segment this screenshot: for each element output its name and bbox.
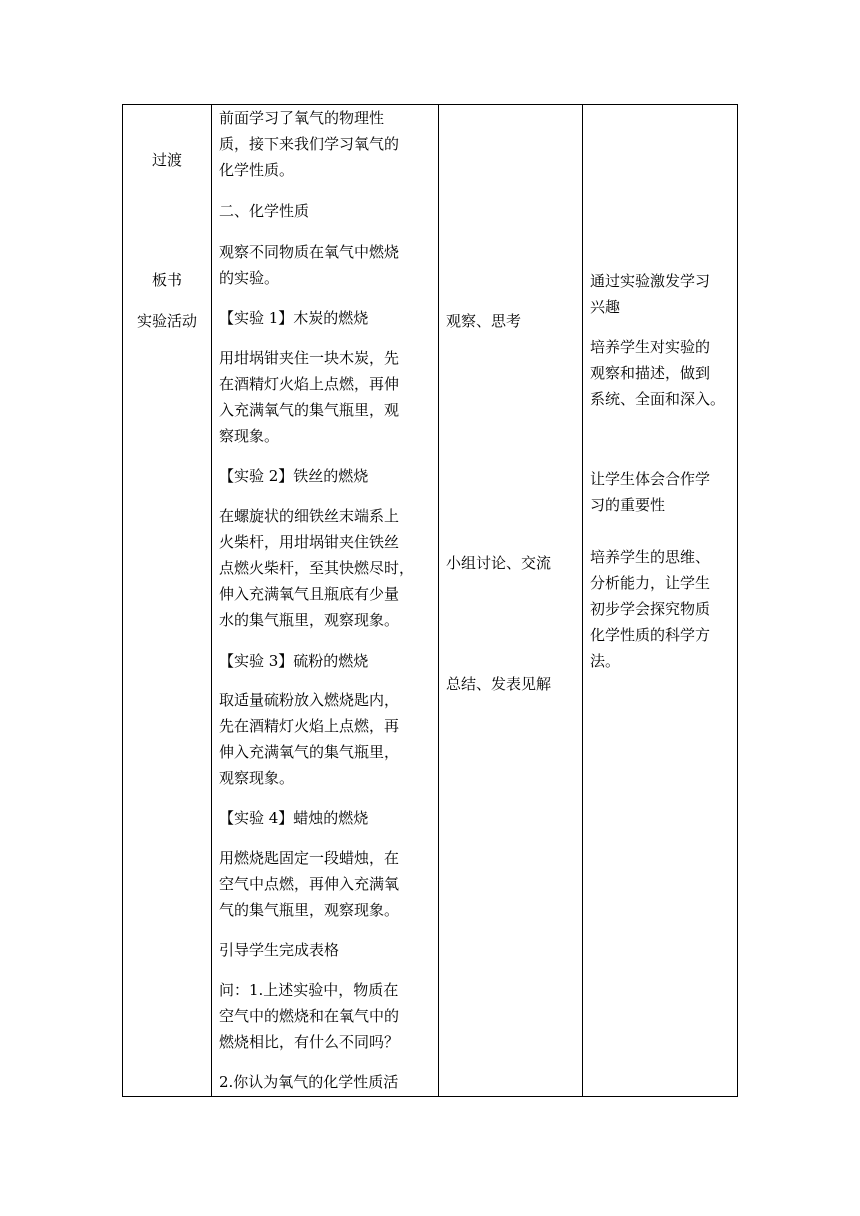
intent-interest-line: 兴趣 [590, 298, 621, 316]
intent-thinking-line: 初步学会探究物质 [590, 600, 711, 618]
experiment-2-line: 火柴杆，用坩埚钳夹住铁丝 [219, 533, 400, 551]
experiment-1-line: 入充满氧气的集气瓶里，观 [219, 401, 400, 419]
experiment-4-line: 气的集气瓶里，观察现象。 [219, 901, 400, 919]
intent-thinking-line: 化学性质的科学方 [590, 626, 711, 644]
column-divider [438, 105, 439, 1096]
intro-line: 质，接下来我们学习氧气的 [219, 135, 400, 153]
question-1-line: 问：1.上述实验中，物质在 [219, 981, 399, 999]
guide-text: 引导学生完成表格 [219, 941, 340, 959]
intro-line: 化学性质。 [219, 161, 295, 179]
intro-line: 前面学习了氧气的物理性 [219, 109, 385, 127]
experiment-3-title: 【实验 3】硫粉的燃烧 [219, 652, 369, 670]
student-summary: 总结、发表见解 [446, 675, 552, 693]
section-heading: 二、化学性质 [219, 202, 310, 220]
experiment-2-line: 在螺旋状的细铁丝末端系上 [219, 507, 400, 525]
observe-line: 观察不同物质在氧气中燃烧 [219, 243, 400, 261]
experiment-3-line: 先在酒精灯火焰上点燃，再 [219, 717, 400, 735]
intent-thinking-line: 培养学生的思维、 [590, 548, 711, 566]
student-group-discuss: 小组讨论、交流 [446, 554, 552, 572]
experiment-3-line: 观察现象。 [219, 769, 295, 787]
teacher-activity-column [219, 105, 435, 1096]
experiment-2-line: 水的集气瓶里，观察现象。 [219, 611, 400, 629]
question-1-line: 燃烧相比，有什么不同吗？ [219, 1033, 400, 1051]
stage-experiment-activity: 实验活动 [136, 312, 197, 330]
student-observe-think: 观察、思考 [446, 312, 522, 330]
intent-interest-line: 通过实验激发学习 [590, 272, 711, 290]
experiment-2-line: 伸入充满氧气且瓶底有少量 [219, 585, 400, 603]
experiment-1-line: 用坩埚钳夹住一块木炭，先 [219, 349, 400, 367]
experiment-1-title: 【实验 1】木炭的燃烧 [219, 309, 369, 327]
intent-observation-line: 系统、全面和深入。 [590, 390, 726, 408]
intent-thinking-line: 分析能力，让学生 [590, 574, 711, 592]
intent-thinking-line: 法。 [590, 652, 621, 670]
question-2-line: 2.你认为氧气的化学性质活 [219, 1073, 399, 1091]
lesson-plan-table [122, 104, 738, 1097]
experiment-2-title: 【实验 2】铁丝的燃烧 [219, 467, 369, 485]
column-divider [211, 105, 212, 1096]
experiment-3-line: 伸入充满氧气的集气瓶里， [219, 743, 400, 761]
experiment-1-line: 在酒精灯火焰上点燃，再伸 [219, 375, 400, 393]
experiment-4-title: 【实验 4】蜡烛的燃烧 [219, 809, 369, 827]
intent-observation-line: 观察和描述，做到 [590, 364, 711, 382]
student-activity-column [446, 105, 586, 1096]
experiment-4-line: 空气中点燃，再伸入充满氧 [219, 875, 400, 893]
stage-column [123, 105, 211, 1096]
observe-line: 的实验。 [219, 269, 280, 287]
design-intent-column [590, 105, 735, 1096]
stage-blackboard: 板书 [151, 271, 182, 289]
experiment-1-line: 察现象。 [219, 427, 280, 445]
experiment-2-line: 点燃火柴杆，至其快燃尽时， [219, 559, 415, 577]
intent-cooperation-line: 习的重要性 [590, 496, 666, 514]
experiment-3-line: 取适量硫粉放入燃烧匙内， [219, 691, 400, 709]
stage-transition: 过渡 [151, 151, 182, 169]
intent-observation-line: 培养学生对实验的 [590, 338, 711, 356]
experiment-4-line: 用燃烧匙固定一段蜡烛，在 [219, 849, 400, 867]
intent-cooperation-line: 让学生体会合作学 [590, 470, 711, 488]
question-1-line: 空气中的燃烧和在氧气中的 [219, 1007, 400, 1025]
